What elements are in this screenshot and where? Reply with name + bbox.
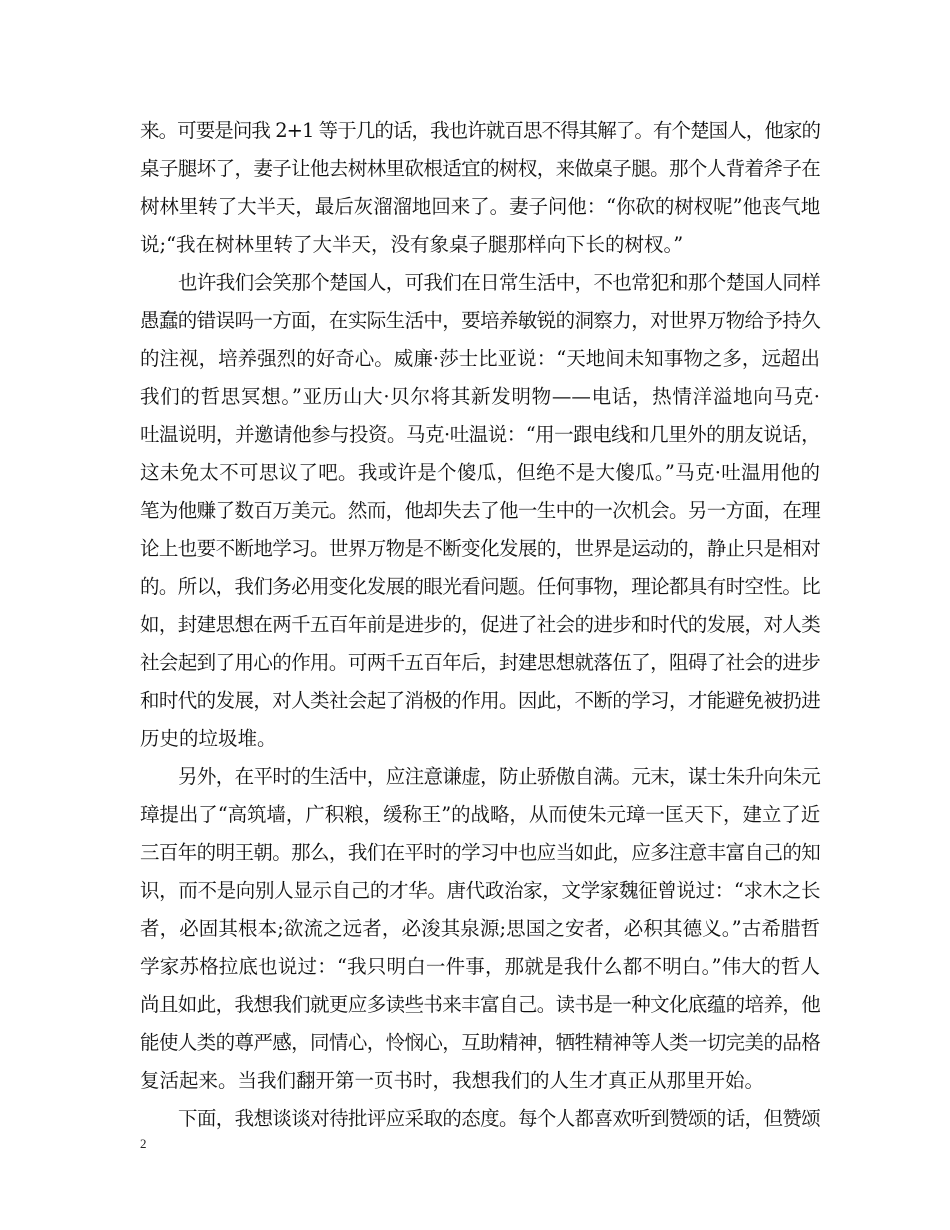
text-line: 历史的垃圾堆。 bbox=[140, 727, 277, 750]
paragraph-first-line: 也许我们会笑那个楚国人，可我们在日常生活中，不也常犯和那个楚国人同样 bbox=[178, 271, 820, 294]
text-line: 学家苏格拉底也说过：“我只明白一件事，那就是我什么都不明白。”伟大的哲人 bbox=[140, 955, 820, 978]
page-number: 2 bbox=[140, 1136, 147, 1151]
text-line: 能使人类的尊严感，同情心，怜悯心，互助精神，牺牲精神等人类一切完美的品格 bbox=[140, 1031, 820, 1054]
text-line: 树林里转了大半天，最后灰溜溜地回来了。妻子问他：“你砍的树杈呢”他丧气地 bbox=[140, 195, 820, 218]
text-line: 愚蠢的错误吗一方面，在实际生活中，要培养敏锐的洞察力，对世界万物给予持久 bbox=[140, 309, 820, 332]
text-line: 识，而不是向别人显示自己的才华。唐代政治家，文学家魏征曾说过：“求木之长 bbox=[140, 879, 820, 902]
text-line: 如，封建思想在两千五百年前是进步的，促进了社会的进步和时代的发展，对人类 bbox=[140, 613, 820, 636]
text-line: 来。可要是问我 2+1 等于几的话，我也许就百思不得其解了。有个楚国人，他家的 bbox=[140, 119, 820, 142]
paragraph-first-line: 下面，我想谈谈对待批评应采取的态度。每个人都喜欢听到赞颂的话，但赞颂 bbox=[178, 1107, 820, 1130]
text-line: 的。所以，我们务必用变化发展的眼光看问题。任何事物，理论都具有时空性。比 bbox=[140, 575, 820, 598]
paragraph-first-line: 另外，在平时的生活中，应注意谦虚，防止骄傲自满。元末，谋士朱升向朱元 bbox=[178, 765, 820, 788]
text-line: 尚且如此，我想我们就更应多读些书来丰富自己。读书是一种文化底蕴的培养，他 bbox=[140, 993, 820, 1016]
text-line: 论上也要不断地学习。世界万物是不断变化发展的，世界是运动的，静止只是相对 bbox=[140, 537, 820, 560]
text-line: 的注视，培养强烈的好奇心。威廉·莎士比亚说：“天地间未知事物之多，远超出 bbox=[140, 347, 820, 370]
text-line: 复活起来。当我们翻开第一页书时，我想我们的人生才真正从那里开始。 bbox=[140, 1069, 765, 1092]
text-line: 和时代的发展，对人类社会起了消极的作用。因此，不断的学习，才能避免被扔进 bbox=[140, 689, 820, 712]
text-line: 吐温说明，并邀请他参与投资。马克·吐温说：“用一跟电线和几里外的朋友说话， bbox=[140, 423, 821, 446]
text-line: 这未免太不可思议了吧。我或许是个傻瓜，但绝不是大傻瓜。”马克·吐温用他的 bbox=[140, 461, 820, 484]
text-line: 三百年的明王朝。那么，我们在平时的学习中也应当如此，应多注意丰富自己的知 bbox=[140, 841, 820, 864]
text-line: 桌子腿坏了，妻子让他去树林里砍根适宜的树杈，来做桌子腿。那个人背着斧子在 bbox=[140, 157, 820, 180]
text-line: 社会起到了用心的作用。可两千五百年后，封建思想就落伍了，阻碍了社会的进步 bbox=[140, 651, 820, 674]
text-line: 我们的哲思冥想。”亚历山大·贝尔将其新发明物——电话，热情洋溢地向马克· bbox=[140, 385, 820, 408]
text-line: 笔为他赚了数百万美元。然而，他却失去了他一生中的一次机会。另一方面，在理 bbox=[140, 499, 820, 522]
text-line: 者，必固其根本;欲流之远者，必浚其泉源;思国之安者，必积其德义。”古希腊哲 bbox=[140, 917, 820, 940]
text-line: 璋提出了“高筑墙，广积粮，缓称王”的战略，从而使朱元璋一匡天下，建立了近 bbox=[140, 803, 820, 826]
text-line: 说;“我在树林里转了大半天，没有象桌子腿那样向下长的树杈。” bbox=[140, 233, 684, 256]
